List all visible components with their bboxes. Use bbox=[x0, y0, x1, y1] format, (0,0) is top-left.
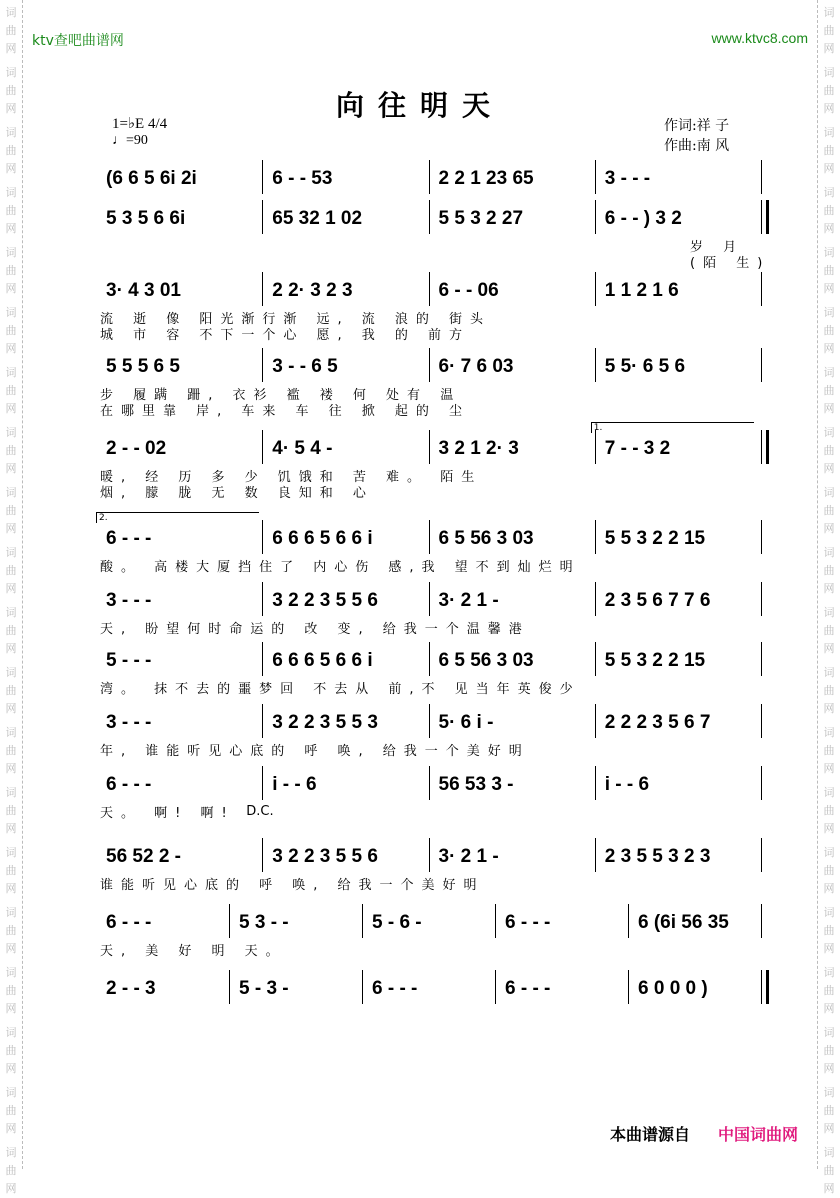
lyric-line: 湾。 抹不去的噩梦回 不去从 前,不 见当年英俊少 bbox=[100, 682, 581, 697]
measure: 5 5 5 6 5 bbox=[106, 356, 180, 377]
watermark-char: 词 bbox=[5, 486, 17, 499]
lyric-line: 流 逝 像 阳光渐行渐 远, 流 浪的 街头 bbox=[100, 312, 492, 327]
watermark-char: 网 bbox=[823, 882, 835, 895]
watermark-char: 曲 bbox=[823, 744, 835, 757]
left-watermark-strip bbox=[0, 0, 23, 1195]
barline bbox=[429, 348, 430, 382]
measure: 2 2 2 3 5 6 7 bbox=[604, 712, 711, 733]
lyric-line: 酸。 高楼大厦挡住了 内心伤 感,我 望不到灿烂明 bbox=[100, 560, 581, 575]
measure: 3 2 2 3 5 5 6 bbox=[272, 590, 378, 611]
watermark-char: 曲 bbox=[823, 1104, 835, 1117]
measure: 3· 2 1 - bbox=[438, 590, 499, 611]
lyric-line: 天。 啊! 啊! bbox=[100, 806, 235, 821]
barline bbox=[429, 838, 430, 872]
barline bbox=[262, 520, 263, 554]
barline bbox=[595, 430, 596, 464]
measure: 5 - 6 - bbox=[372, 912, 422, 933]
measure: 6 - - - bbox=[372, 978, 418, 999]
measure: 3 - - - bbox=[106, 712, 152, 733]
barline bbox=[262, 200, 263, 234]
watermark-char: 网 bbox=[823, 1002, 835, 1015]
watermark-char: 网 bbox=[5, 462, 17, 475]
watermark-char: 网 bbox=[823, 762, 835, 775]
key-signature: 1=♭E 4/4 bbox=[112, 116, 168, 132]
lyric-line: 城 市 容 不下一个心 愿, 我 的 前方 bbox=[100, 328, 471, 343]
barline bbox=[362, 904, 363, 938]
watermark-char: 曲 bbox=[5, 84, 17, 97]
lyric-line: 暖, 经 历 多 少 饥饿和 苦 难。 陌生 bbox=[100, 470, 483, 485]
barline bbox=[595, 766, 596, 800]
watermark-char: 曲 bbox=[823, 1164, 835, 1177]
measure: 5 - - - bbox=[106, 650, 152, 671]
barline bbox=[761, 520, 762, 554]
song-title: 向往明天 bbox=[335, 89, 504, 122]
watermark-char: 网 bbox=[823, 222, 835, 235]
watermark-char: 网 bbox=[5, 702, 17, 715]
watermark-char: 曲 bbox=[823, 804, 835, 817]
watermark-char: 曲 bbox=[823, 684, 835, 697]
watermark-char: 网 bbox=[823, 822, 835, 835]
barline bbox=[429, 160, 430, 194]
watermark-char: 曲 bbox=[5, 384, 17, 397]
measure: 3 - - - bbox=[106, 590, 152, 611]
barline bbox=[429, 272, 430, 306]
barline bbox=[761, 642, 762, 676]
barline bbox=[595, 348, 596, 382]
site-url-right[interactable]: www.ktvc8.com bbox=[711, 30, 808, 46]
barline bbox=[595, 520, 596, 554]
watermark-char: 曲 bbox=[823, 144, 835, 157]
measure: 3 2 2 3 5 5 3 bbox=[272, 712, 378, 733]
measure: 3 2 2 3 5 5 6 bbox=[272, 846, 378, 867]
barline bbox=[495, 904, 496, 938]
watermark-char: 曲 bbox=[823, 84, 835, 97]
watermark-char: 词 bbox=[5, 666, 17, 679]
barline bbox=[595, 642, 596, 676]
measure: 56 52 2 - bbox=[106, 846, 181, 867]
watermark-char: 曲 bbox=[5, 24, 17, 37]
watermark-char: 词 bbox=[823, 906, 835, 919]
watermark-char: 网 bbox=[5, 1062, 17, 1075]
measure: 3 - - - bbox=[604, 168, 651, 189]
measure: 6 - - - bbox=[505, 978, 551, 999]
watermark-char: 词 bbox=[823, 546, 835, 559]
watermark-char: 曲 bbox=[823, 24, 835, 37]
watermark-char: 曲 bbox=[5, 924, 17, 937]
barline bbox=[628, 970, 629, 1004]
watermark-char: 词 bbox=[5, 306, 17, 319]
measure: 6 5 56 3 03 bbox=[438, 650, 534, 671]
watermark-char: 网 bbox=[5, 882, 17, 895]
measure: 2 2· 3 2 3 bbox=[272, 280, 353, 301]
measure: 1 1 2 1 6 bbox=[604, 280, 679, 301]
watermark-char: 网 bbox=[823, 642, 835, 655]
barline bbox=[229, 970, 230, 1004]
watermark-char: 词 bbox=[823, 726, 835, 739]
barline bbox=[761, 272, 762, 306]
watermark-char: 网 bbox=[823, 522, 835, 535]
watermark-char: 词 bbox=[5, 126, 17, 139]
watermark-char: 词 bbox=[5, 546, 17, 559]
watermark-char: 曲 bbox=[5, 744, 17, 757]
watermark-char: 网 bbox=[823, 282, 835, 295]
measure: i - - 6 bbox=[272, 774, 317, 795]
watermark-char: 词 bbox=[5, 1086, 17, 1099]
barline bbox=[429, 766, 430, 800]
watermark-char: 网 bbox=[5, 582, 17, 595]
watermark-char: 网 bbox=[823, 702, 835, 715]
watermark-char: 网 bbox=[823, 582, 835, 595]
barline bbox=[262, 348, 263, 382]
watermark-char: 曲 bbox=[823, 864, 835, 877]
barline bbox=[262, 430, 263, 464]
watermark-char: 网 bbox=[5, 102, 17, 115]
lyric-line: 烟, 朦 胧 无 数 良知和 心 bbox=[100, 486, 374, 501]
watermark-char: 词 bbox=[823, 66, 835, 79]
measure: (6 6 5 6i 2i bbox=[106, 168, 197, 189]
volta-bracket: 2. bbox=[96, 512, 259, 523]
watermark-char: 词 bbox=[5, 6, 17, 19]
watermark-char: 曲 bbox=[823, 384, 835, 397]
composer: 作曲:南 风 bbox=[664, 138, 730, 154]
barline bbox=[429, 642, 430, 676]
watermark-char: 词 bbox=[5, 846, 17, 859]
watermark-char: 网 bbox=[823, 462, 835, 475]
measure: 7 - - 3 2 bbox=[604, 438, 671, 459]
watermark-char: 词 bbox=[5, 606, 17, 619]
watermark-char: 网 bbox=[823, 1062, 835, 1075]
watermark-char: 词 bbox=[823, 246, 835, 259]
watermark-char: 网 bbox=[823, 942, 835, 955]
measure: 65 32 1 02 bbox=[272, 208, 363, 229]
watermark-char: 网 bbox=[5, 282, 17, 295]
barline bbox=[429, 582, 430, 616]
measure: 6 (6i 56 35 bbox=[638, 912, 729, 933]
watermark-char: 网 bbox=[5, 162, 17, 175]
watermark-char: 词 bbox=[5, 726, 17, 739]
watermark-char: 词 bbox=[823, 6, 835, 19]
site-name-left: ktv查吧曲谱网 bbox=[32, 33, 124, 49]
measure: 6 6 6 5 6 6 i bbox=[272, 650, 373, 671]
watermark-char: 网 bbox=[5, 1002, 17, 1015]
barline bbox=[429, 520, 430, 554]
measure: 3· 2 1 - bbox=[438, 846, 499, 867]
barline bbox=[262, 766, 263, 800]
source-label: 本曲谱源自 bbox=[610, 1125, 691, 1144]
watermark-char: 网 bbox=[5, 822, 17, 835]
watermark-char: 网 bbox=[823, 1182, 835, 1195]
lyric-line: 谁能听见心底的 呼 唤, 给我一个美好明 bbox=[100, 878, 485, 893]
watermark-char: 词 bbox=[823, 846, 835, 859]
lyric-line: 岁 月 bbox=[690, 240, 745, 255]
watermark-char: 网 bbox=[5, 402, 17, 415]
measure: 5 3 5 6 6i bbox=[106, 208, 186, 229]
measure: 3 2 1 2· 3 bbox=[438, 438, 519, 459]
barline bbox=[761, 766, 762, 800]
watermark-char: 网 bbox=[5, 342, 17, 355]
credits bbox=[664, 116, 729, 156]
measure: 4· 5 4 - bbox=[272, 438, 333, 459]
watermark-char: 网 bbox=[823, 42, 835, 55]
measure: 6 - - 06 bbox=[438, 280, 499, 301]
measure: 6 - - - bbox=[106, 774, 152, 795]
barline bbox=[429, 430, 430, 464]
barline bbox=[761, 704, 762, 738]
watermark-char: 曲 bbox=[5, 504, 17, 517]
measure: 6 - - - bbox=[106, 912, 152, 933]
watermark-char: 网 bbox=[5, 762, 17, 775]
watermark-char: 词 bbox=[5, 246, 17, 259]
watermark-char: 词 bbox=[5, 66, 17, 79]
watermark-char: 词 bbox=[823, 606, 835, 619]
watermark-char: 词 bbox=[5, 786, 17, 799]
watermark-char: 词 bbox=[823, 306, 835, 319]
watermark-char: 曲 bbox=[823, 504, 835, 517]
measure: 2 - - 02 bbox=[106, 438, 167, 459]
watermark-char: 曲 bbox=[823, 1044, 835, 1057]
watermark-char: 词 bbox=[5, 1146, 17, 1159]
barline bbox=[595, 838, 596, 872]
barline bbox=[429, 200, 430, 234]
barline bbox=[262, 704, 263, 738]
watermark-char: 曲 bbox=[823, 924, 835, 937]
barline bbox=[262, 582, 263, 616]
watermark-char: 词 bbox=[823, 966, 835, 979]
barline bbox=[595, 160, 596, 194]
watermark-char: 词 bbox=[5, 966, 17, 979]
barline bbox=[761, 160, 762, 194]
source-site-link[interactable]: 中国词曲网 bbox=[718, 1125, 799, 1144]
measure: 5 5 3 2 27 bbox=[438, 208, 524, 229]
watermark-char: 词 bbox=[823, 126, 835, 139]
measure: 2 - - 3 bbox=[106, 978, 156, 999]
watermark-char: 词 bbox=[823, 426, 835, 439]
watermark-char: 曲 bbox=[823, 324, 835, 337]
barline bbox=[761, 838, 762, 872]
watermark-char: 网 bbox=[823, 1122, 835, 1135]
measure: 3· 4 3 01 bbox=[106, 280, 181, 301]
watermark-char: 网 bbox=[5, 642, 17, 655]
watermark-char: 曲 bbox=[5, 564, 17, 577]
lyric-line: 在哪里靠 岸, 车来 车 往 掀 起的 尘 bbox=[100, 404, 471, 419]
watermark-char: 词 bbox=[823, 366, 835, 379]
watermark-char: 曲 bbox=[5, 1164, 17, 1177]
watermark-char: 曲 bbox=[823, 204, 835, 217]
lyric-line: (陌 生) bbox=[690, 256, 771, 271]
watermark-char: 曲 bbox=[5, 684, 17, 697]
watermark-char: 曲 bbox=[5, 144, 17, 157]
watermark-char: 曲 bbox=[823, 264, 835, 277]
watermark-char: 曲 bbox=[823, 624, 835, 637]
barline bbox=[628, 904, 629, 938]
measure: 6· 7 6 03 bbox=[438, 356, 514, 377]
watermark-char: 词 bbox=[5, 186, 17, 199]
watermark-char: 网 bbox=[823, 102, 835, 115]
watermark-char: 曲 bbox=[5, 264, 17, 277]
watermark-char: 曲 bbox=[5, 1104, 17, 1117]
barline bbox=[761, 582, 762, 616]
watermark-char: 网 bbox=[5, 1122, 17, 1135]
barline bbox=[362, 970, 363, 1004]
barline bbox=[595, 582, 596, 616]
watermark-char: 词 bbox=[5, 1026, 17, 1039]
watermark-char: 词 bbox=[823, 666, 835, 679]
barline bbox=[761, 430, 769, 464]
barline bbox=[595, 200, 596, 234]
watermark-char: 网 bbox=[5, 222, 17, 235]
lyric-line: 步 履蹒 跚, 衣衫 褴 褛 何 处有 温 bbox=[100, 388, 462, 403]
barline bbox=[595, 272, 596, 306]
watermark-char: 词 bbox=[823, 486, 835, 499]
barline bbox=[761, 200, 769, 234]
barline bbox=[495, 970, 496, 1004]
measure: 5· 6 i - bbox=[438, 712, 494, 733]
tempo-marking: ♩=90 bbox=[112, 133, 148, 148]
watermark-char: 曲 bbox=[5, 804, 17, 817]
measure: 6 - - ) 3 2 bbox=[604, 208, 682, 229]
measure: 2 2 1 23 65 bbox=[438, 168, 534, 189]
watermark-char: 网 bbox=[823, 162, 835, 175]
barline bbox=[262, 642, 263, 676]
watermark-char: 词 bbox=[823, 186, 835, 199]
watermark-char: 词 bbox=[823, 1146, 835, 1159]
watermark-char: 网 bbox=[823, 402, 835, 415]
watermark-char: 曲 bbox=[823, 984, 835, 997]
watermark-char: 曲 bbox=[823, 564, 835, 577]
measure: 5 5 3 2 2 15 bbox=[604, 650, 706, 671]
lyric-line: 年, 谁能听见心底的 呼 唤, 给我一个美好明 bbox=[100, 744, 530, 759]
lyric-line: 天, 盼望何时命运的 改 变, 给我一个温馨港 bbox=[100, 622, 530, 637]
measure: 6 - - - bbox=[505, 912, 551, 933]
right-watermark-strip bbox=[817, 0, 840, 1195]
barline bbox=[761, 904, 762, 938]
watermark-char: 曲 bbox=[5, 444, 17, 457]
watermark-char: 词 bbox=[5, 426, 17, 439]
barline bbox=[262, 160, 263, 194]
watermark-char: 曲 bbox=[823, 444, 835, 457]
barline bbox=[761, 348, 762, 382]
watermark-char: 曲 bbox=[5, 204, 17, 217]
watermark-char: 网 bbox=[5, 942, 17, 955]
measure: 6 5 56 3 03 bbox=[438, 528, 534, 549]
dc-marking: D.C. bbox=[246, 804, 274, 819]
measure: 6 0 0 0 ) bbox=[638, 978, 708, 999]
watermark-char: 网 bbox=[5, 42, 17, 55]
watermark-char: 曲 bbox=[5, 984, 17, 997]
watermark-char: 词 bbox=[5, 366, 17, 379]
measure: 5 5 3 2 2 15 bbox=[604, 528, 706, 549]
measure: i - - 6 bbox=[604, 774, 650, 795]
lyric-line: 天, 美 好 明 天。 bbox=[100, 944, 287, 959]
measure: 2 3 5 6 7 7 6 bbox=[604, 590, 711, 611]
barline bbox=[761, 970, 769, 1004]
watermark-char: 词 bbox=[823, 786, 835, 799]
measure: 3 - - 6 5 bbox=[272, 356, 338, 377]
watermark-char: 词 bbox=[5, 906, 17, 919]
volta-bracket: 1. bbox=[591, 422, 754, 433]
watermark-char: 曲 bbox=[5, 864, 17, 877]
measure: 56 53 3 - bbox=[438, 774, 514, 795]
watermark-char: 词 bbox=[823, 1026, 835, 1039]
measure: 5 5· 6 5 6 bbox=[604, 356, 686, 377]
barline bbox=[262, 838, 263, 872]
measure: 6 6 6 5 6 6 i bbox=[272, 528, 373, 549]
watermark-char: 词 bbox=[823, 1086, 835, 1099]
measure: 5 3 - - bbox=[239, 912, 289, 933]
barline bbox=[595, 704, 596, 738]
watermark-char: 曲 bbox=[5, 324, 17, 337]
watermark-char: 网 bbox=[823, 342, 835, 355]
lyricist: 作词:祥 子 bbox=[664, 118, 730, 134]
barline bbox=[229, 904, 230, 938]
watermark-char: 曲 bbox=[5, 1044, 17, 1057]
barline bbox=[429, 704, 430, 738]
measure: 2 3 5 5 3 2 3 bbox=[604, 846, 711, 867]
measure: 6 - - 53 bbox=[272, 168, 333, 189]
watermark-char: 网 bbox=[5, 522, 17, 535]
measure: 5 - 3 - bbox=[239, 978, 289, 999]
measure: 6 - - - bbox=[106, 528, 152, 549]
watermark-char: 网 bbox=[5, 1182, 17, 1195]
barline bbox=[262, 272, 263, 306]
watermark-char: 曲 bbox=[5, 624, 17, 637]
